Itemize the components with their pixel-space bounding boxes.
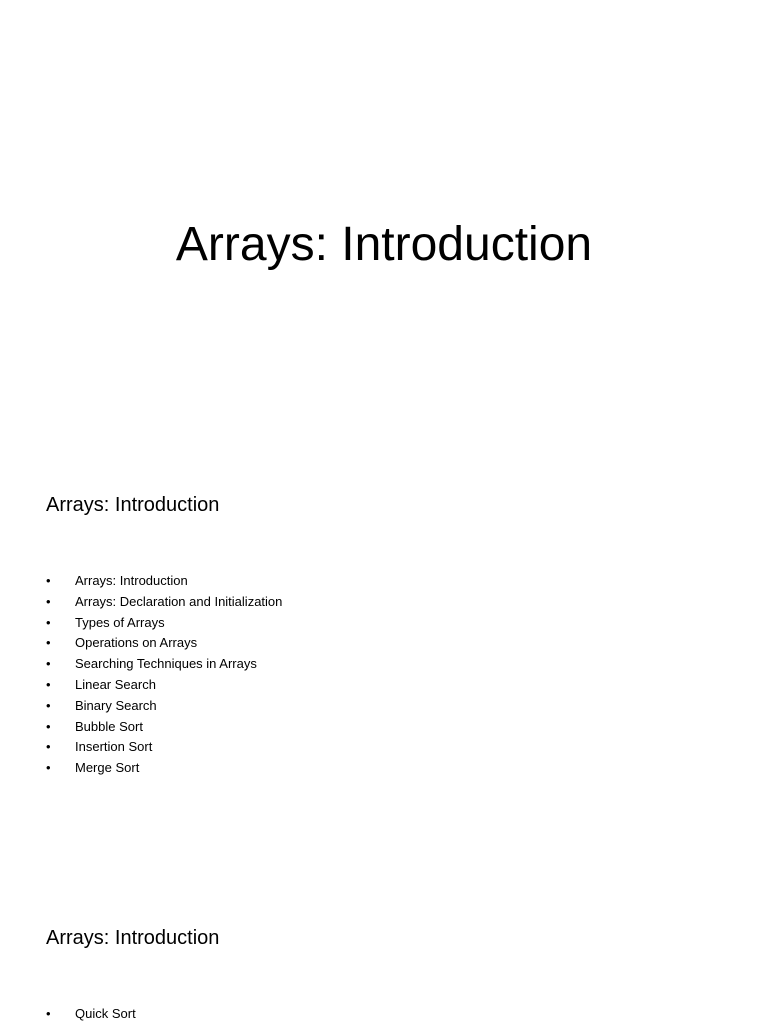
bullet-icon: • (46, 676, 51, 692)
bullet-icon: • (46, 739, 51, 755)
bullet-icon: • (46, 1006, 51, 1021)
list-item-label: Linear Search (75, 676, 156, 692)
list-item-label: Operations on Arrays (75, 635, 198, 651)
bullet-icon: • (46, 760, 51, 776)
bullet-icon: • (46, 573, 51, 588)
list-item (46, 613, 726, 634)
list-item (46, 717, 726, 738)
list-item (46, 737, 726, 758)
slide-2-section (46, 490, 726, 779)
list-item (46, 571, 726, 592)
list-item (46, 654, 726, 675)
list-item (46, 675, 726, 696)
list-item (46, 592, 726, 613)
slide-3-heading: Arrays: Introduction (46, 927, 220, 949)
bullet-icon: • (46, 718, 51, 734)
list-item-label: Types of Arrays (75, 614, 165, 630)
list-item-label: Merge Sort (75, 760, 140, 776)
slide-2-bullet-list (46, 571, 726, 779)
list-item-label: Arrays: Declaration and Initialization (75, 593, 283, 609)
title-slide-title: Arrays: Introduction (175, 218, 593, 271)
list-item (46, 633, 726, 654)
list-item-label: Bubble Sort (75, 718, 143, 734)
list-item-label: Insertion Sort (75, 739, 153, 755)
slide-3-section (46, 923, 726, 1025)
list-item (46, 758, 726, 779)
list-item-label: Binary Search (75, 697, 157, 713)
bullet-icon: • (46, 614, 51, 630)
list-item-label: Arrays: Introduction (75, 573, 188, 588)
list-item (46, 1004, 726, 1025)
bullet-icon: • (46, 656, 51, 672)
list-item-label: Quick Sort (75, 1006, 136, 1021)
list-item-label: Searching Techniques in Arrays (75, 656, 257, 672)
slide-3-bullet-list (46, 1004, 726, 1025)
bullet-icon: • (46, 593, 51, 609)
bullet-icon: • (46, 697, 51, 713)
slide-2-heading: Arrays: Introduction (46, 494, 220, 516)
bullet-icon: • (46, 635, 51, 651)
list-item (46, 696, 726, 717)
